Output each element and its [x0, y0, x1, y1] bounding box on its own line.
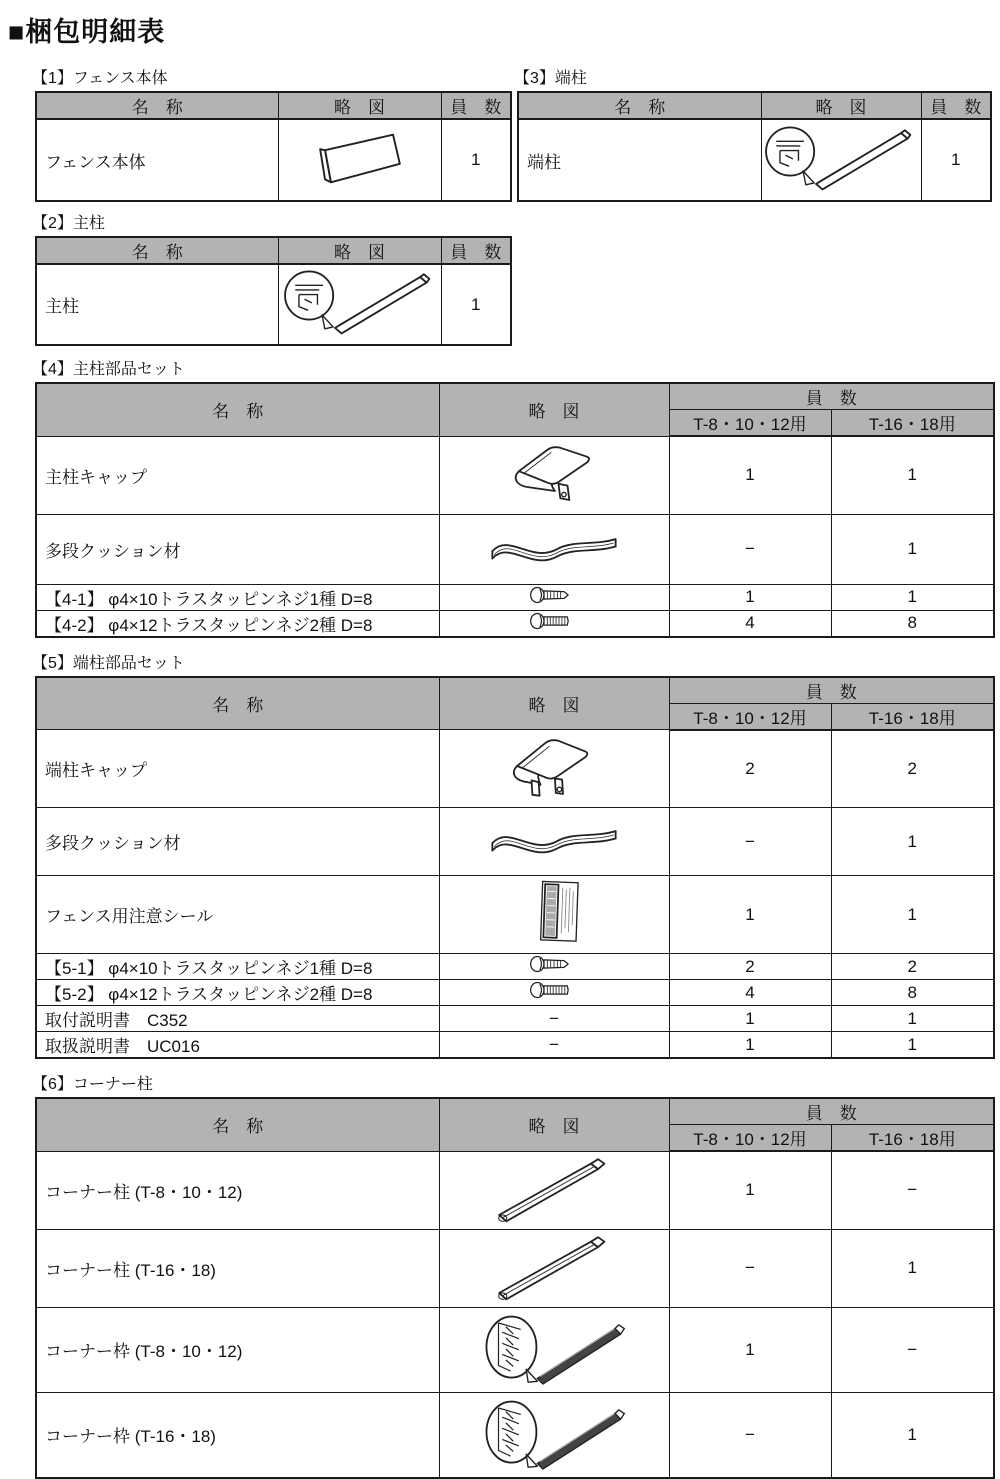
sketch-cell — [439, 1032, 669, 1059]
sketch-cell — [439, 730, 669, 808]
part-name: 端柱キャップ — [36, 730, 439, 808]
qty-cell: − — [831, 1307, 994, 1392]
sketch-cell — [439, 1307, 669, 1392]
col-header-name: 名 称 — [36, 92, 278, 119]
col-header-sketch: 略 図 — [761, 92, 921, 119]
screw-type2-icon — [529, 980, 579, 1000]
sketch-cell — [439, 1151, 669, 1229]
table2-label: 【2】主柱 — [32, 210, 510, 233]
table6-label: 【6】コーナー柱 — [32, 1071, 993, 1094]
part-name: 多段クッション材 — [36, 514, 439, 584]
col-header-qty-t16-18: T-16・18用 — [831, 410, 994, 437]
caution-sticker-icon — [523, 876, 585, 948]
page-title: ■梱包明細表 — [8, 10, 993, 49]
qty-cell: 1 — [831, 876, 994, 954]
col-header-sketch: 略 図 — [278, 237, 441, 264]
qty-cell: 8 — [831, 610, 994, 637]
corner-post-icon — [485, 1152, 623, 1224]
table4-label: 【4】主柱部品セット — [32, 356, 993, 379]
table-row — [36, 954, 994, 980]
part-name: 【5-2】 φ4×12トラスタッピンネジ2種 D=8 — [36, 980, 439, 1006]
table3-label: 【3】端柱 — [514, 65, 990, 88]
table-main-post-parts — [35, 382, 995, 638]
table-row — [36, 584, 994, 610]
section-fence-body — [35, 65, 510, 202]
part-name: 【5-1】 φ4×10トラスタッピンネジ1種 D=8 — [36, 954, 439, 980]
dash-icon: − — [549, 1035, 559, 1055]
sketch-cell — [439, 1006, 669, 1032]
col-header-qty-t8-10-12: T-8・10・12用 — [669, 410, 831, 437]
qty-cell: − — [669, 808, 831, 876]
sketch-cell — [439, 980, 669, 1006]
col-header-qty-group: 員 数 — [669, 1098, 994, 1125]
qty-cell: 4 — [669, 980, 831, 1006]
table5-label: 【5】端柱部品セット — [32, 650, 993, 673]
qty-cell: 2 — [831, 954, 994, 980]
col-header-qty: 員 数 — [921, 92, 991, 119]
qty-cell: − — [831, 1151, 994, 1229]
table-row — [36, 1151, 994, 1229]
top-tables-row — [35, 65, 993, 346]
col-header-name: 名 称 — [36, 677, 439, 730]
table-row — [36, 1229, 994, 1307]
table-row — [36, 264, 511, 345]
qty-cell: 2 — [831, 730, 994, 808]
qty-cell: 1 — [441, 264, 511, 345]
col-header-name: 名 称 — [36, 1098, 439, 1151]
sketch-cell — [439, 1229, 669, 1307]
table-end-post — [517, 91, 992, 202]
part-name: コーナー枠 (T-8・10・12) — [36, 1307, 439, 1392]
table-row — [36, 1392, 994, 1478]
col-header-sketch: 略 図 — [278, 92, 441, 119]
qty-cell: 4 — [669, 610, 831, 637]
qty-cell: 1 — [831, 808, 994, 876]
col-header-sketch: 略 図 — [439, 1098, 669, 1151]
col-header-qty-t8-10-12: T-8・10・12用 — [669, 703, 831, 730]
col-header-qty-group: 員 数 — [669, 383, 994, 410]
qty-cell: 1 — [669, 436, 831, 514]
table-end-post-parts — [35, 676, 995, 1060]
part-name: 多段クッション材 — [36, 808, 439, 876]
col-header-name: 名 称 — [36, 383, 439, 436]
post-detail-icon — [762, 121, 920, 195]
sketch-cell — [278, 119, 441, 201]
qty-cell: 8 — [831, 980, 994, 1006]
qty-cell: 1 — [669, 1151, 831, 1229]
main-post-cap-icon — [503, 437, 605, 509]
part-name: コーナー柱 (T-8・10・12) — [36, 1151, 439, 1229]
col-header-name: 名 称 — [518, 92, 761, 119]
col-header-name: 名 称 — [36, 237, 278, 264]
table-row — [36, 1032, 994, 1059]
right-column — [517, 65, 990, 202]
qty-cell: 1 — [669, 1307, 831, 1392]
qty-cell: − — [669, 1229, 831, 1307]
sketch-cell — [439, 954, 669, 980]
sketch-cell — [439, 584, 669, 610]
part-name: 端柱 — [518, 119, 761, 201]
part-name: コーナー枠 (T-16・18) — [36, 1392, 439, 1478]
qty-cell: 1 — [669, 1006, 831, 1032]
screw-type1-icon — [529, 585, 579, 605]
part-name: 主柱 — [36, 264, 278, 345]
qty-cell: 1 — [669, 584, 831, 610]
dash-icon: − — [549, 1009, 559, 1029]
cushion-strip-icon — [485, 526, 623, 568]
col-header-qty: 員 数 — [441, 237, 511, 264]
table-main-post — [35, 236, 512, 346]
sketch-cell — [278, 264, 441, 345]
qty-cell: 2 — [669, 730, 831, 808]
post-detail-icon — [281, 265, 439, 339]
qty-cell: 1 — [441, 119, 511, 201]
col-header-qty-t16-18: T-16・18用 — [831, 703, 994, 730]
section-end-post — [517, 65, 990, 202]
corner-post-icon — [485, 1230, 623, 1302]
qty-cell: 1 — [831, 584, 994, 610]
part-name: 取付説明書 C352 — [36, 1006, 439, 1032]
table-row — [36, 730, 994, 808]
table-row — [36, 610, 994, 637]
part-name: フェンス用注意シール — [36, 876, 439, 954]
table-row — [36, 436, 994, 514]
col-header-qty-t16-18: T-16・18用 — [831, 1125, 994, 1152]
col-header-qty-t8-10-12: T-8・10・12用 — [669, 1125, 831, 1152]
qty-cell: 1 — [831, 1229, 994, 1307]
section-main-post — [35, 210, 510, 346]
table-row — [518, 119, 991, 201]
end-post-cap-icon — [503, 730, 605, 802]
table-fence-body — [35, 91, 512, 202]
col-header-qty: 員 数 — [441, 92, 511, 119]
table-row — [36, 980, 994, 1006]
table-row — [36, 514, 994, 584]
qty-cell: 1 — [831, 514, 994, 584]
part-name: 【4-1】 φ4×10トラスタッピンネジ1種 D=8 — [36, 584, 439, 610]
qty-cell: − — [669, 514, 831, 584]
qty-cell: 1 — [831, 1392, 994, 1478]
sketch-cell — [439, 610, 669, 637]
cushion-strip-icon — [485, 818, 623, 860]
corner-frame-icon — [480, 1393, 628, 1472]
section-end-post-parts — [35, 650, 993, 1060]
corner-frame-icon — [480, 1308, 628, 1387]
part-name: 取扱説明書 UC016 — [36, 1032, 439, 1059]
qty-cell: − — [669, 1392, 831, 1478]
screw-type1-icon — [529, 954, 579, 974]
table1-label: 【1】フェンス本体 — [32, 65, 510, 88]
qty-cell: 1 — [669, 1032, 831, 1059]
table-row — [36, 1307, 994, 1392]
screw-type2-icon — [529, 611, 579, 631]
qty-cell: 1 — [921, 119, 991, 201]
sketch-cell — [439, 514, 669, 584]
fence-panel-icon — [301, 124, 419, 192]
sketch-cell — [439, 808, 669, 876]
sketch-cell — [439, 1392, 669, 1478]
left-column — [35, 65, 510, 346]
col-header-sketch: 略 図 — [439, 677, 669, 730]
sketch-cell — [439, 436, 669, 514]
sketch-cell — [761, 119, 921, 201]
col-header-sketch: 略 図 — [439, 383, 669, 436]
part-name: 【4-2】 φ4×12トラスタッピンネジ2種 D=8 — [36, 610, 439, 637]
qty-cell: 1 — [831, 436, 994, 514]
qty-cell: 2 — [669, 954, 831, 980]
part-name: コーナー柱 (T-16・18) — [36, 1229, 439, 1307]
col-header-qty-group: 員 数 — [669, 677, 994, 704]
part-name: フェンス本体 — [36, 119, 278, 201]
qty-cell: 1 — [831, 1032, 994, 1059]
table-row — [36, 1006, 994, 1032]
qty-cell: 1 — [669, 876, 831, 954]
section-corner-post — [35, 1071, 993, 1479]
section-main-post-parts — [35, 356, 993, 638]
sketch-cell — [439, 876, 669, 954]
table-row — [36, 876, 994, 954]
qty-cell: 1 — [831, 1006, 994, 1032]
table-row — [36, 119, 511, 201]
table-corner-post — [35, 1097, 995, 1479]
table-row — [36, 808, 994, 876]
part-name: 主柱キャップ — [36, 436, 439, 514]
